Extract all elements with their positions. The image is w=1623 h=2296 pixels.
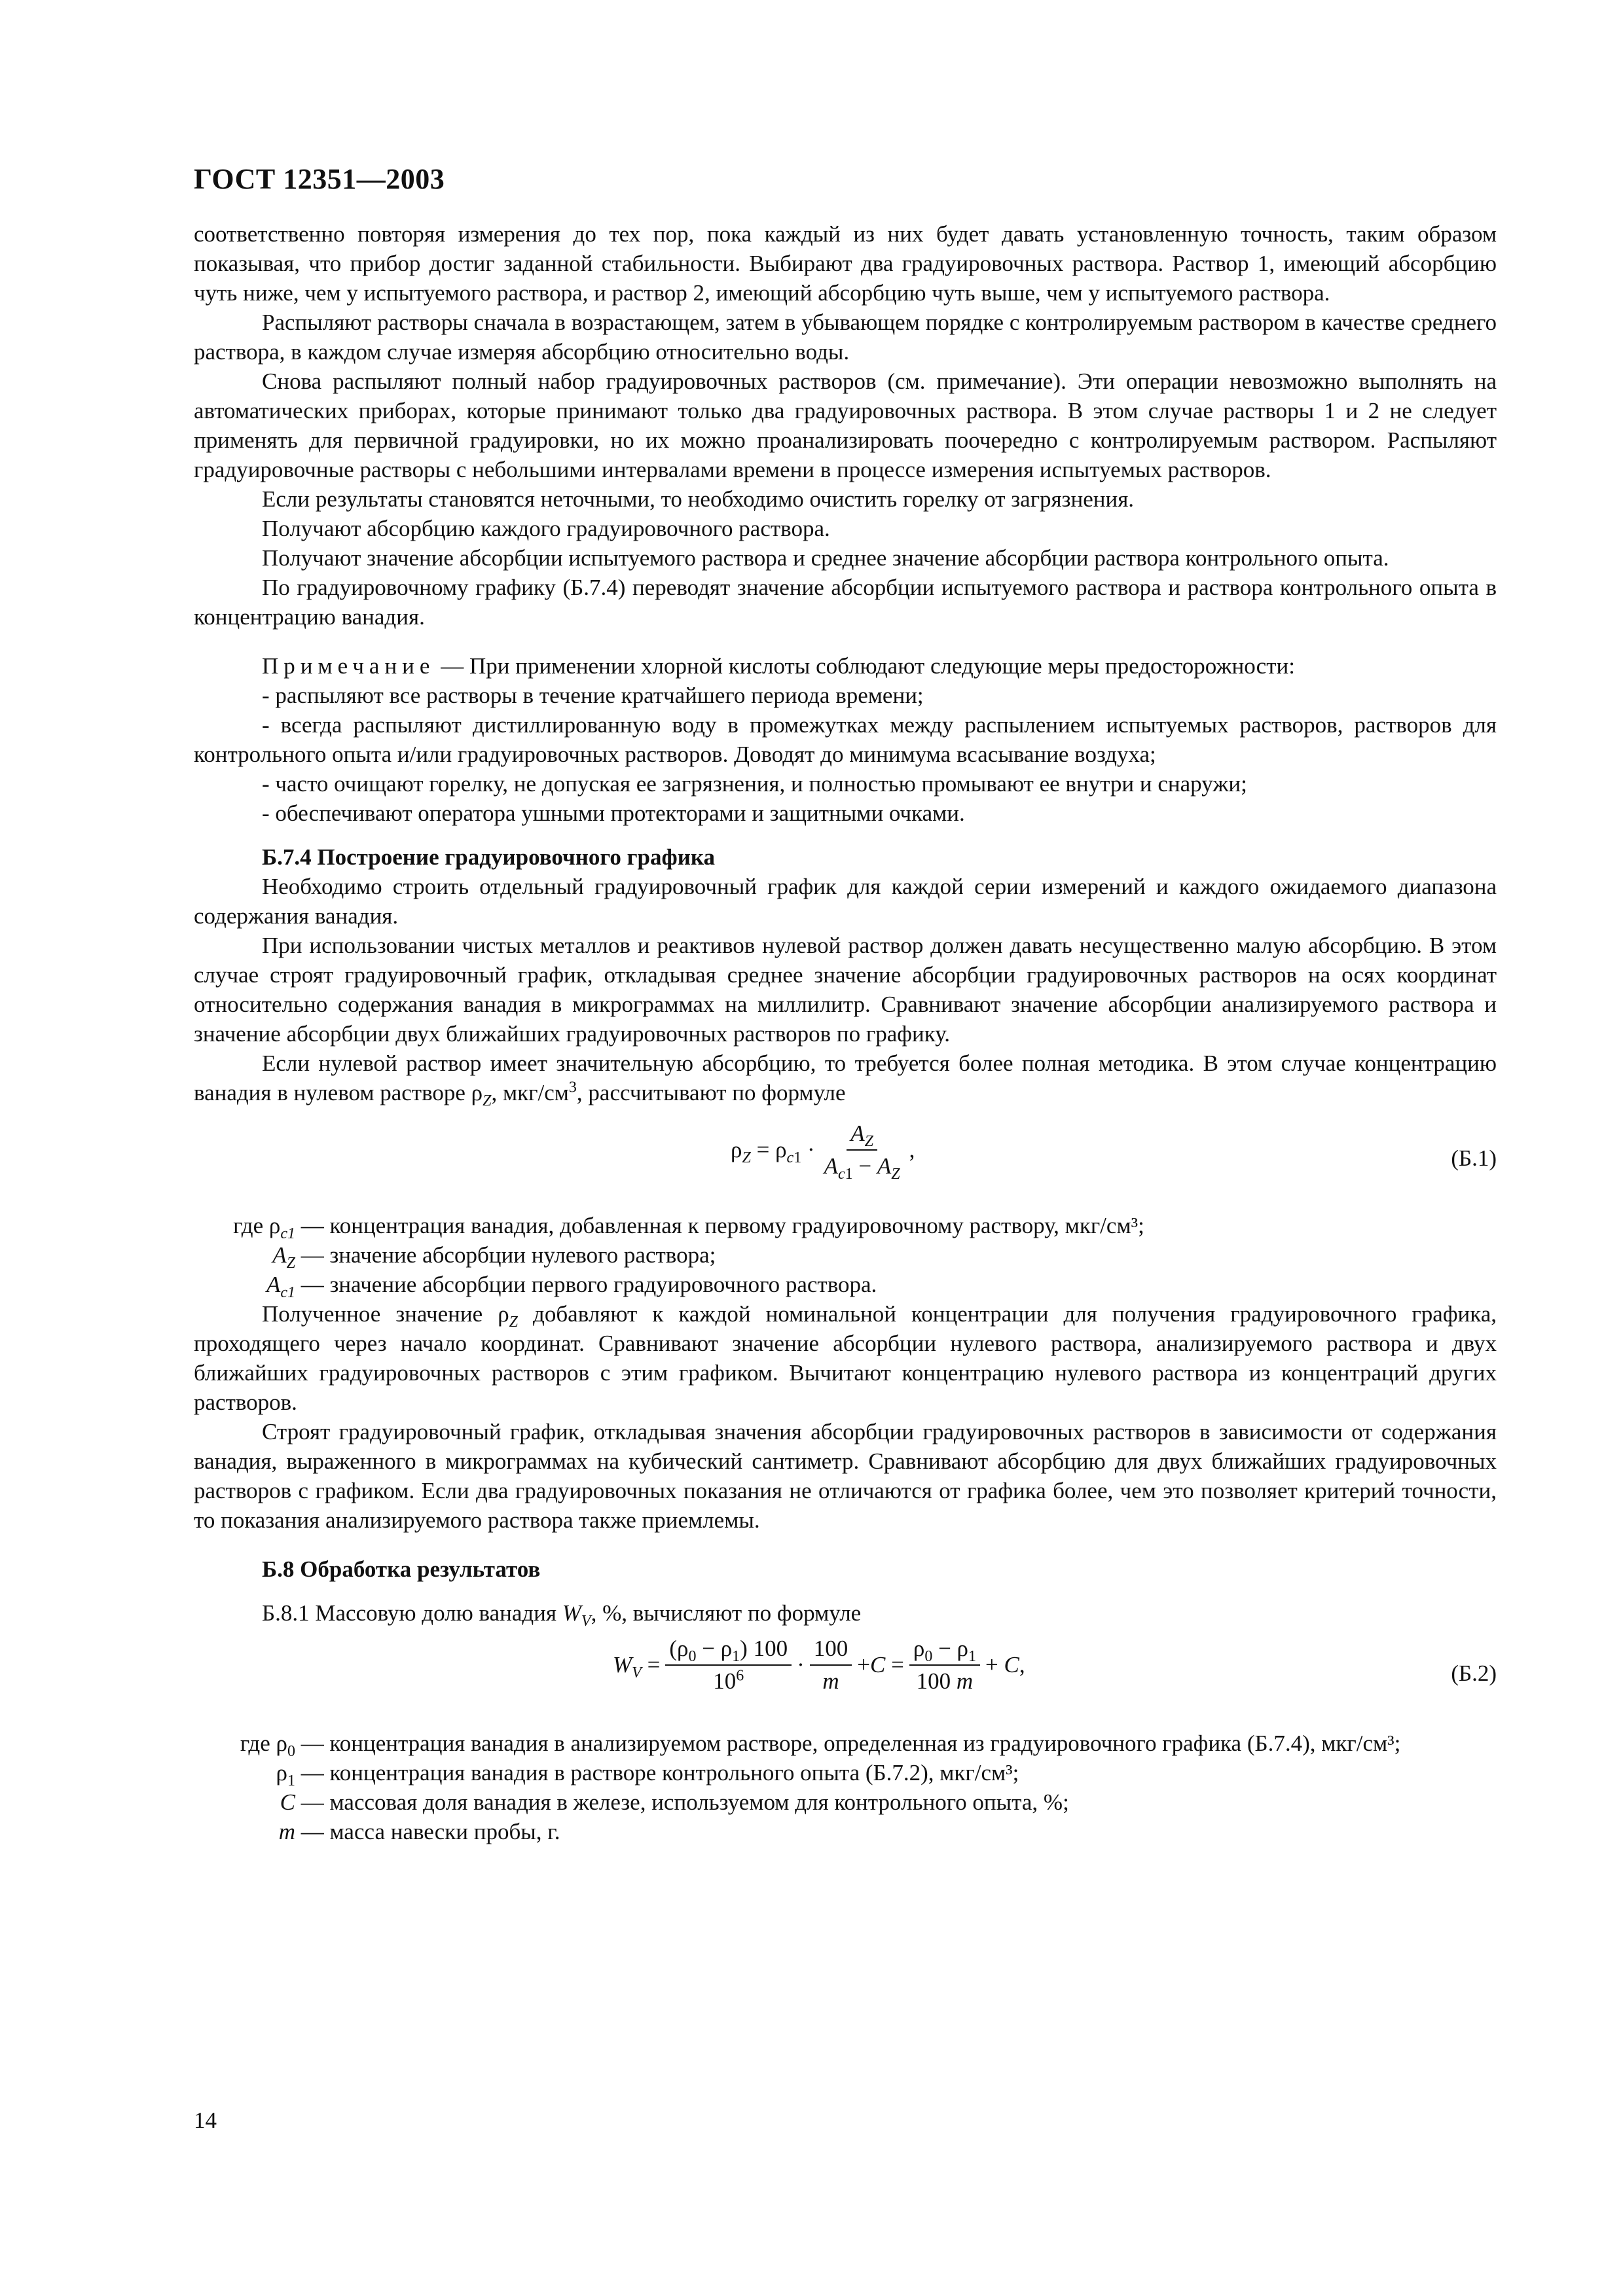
- paragraph: Строят градуировочный график, откладывая значения абсорбции градуировочных растворов в зависимости от содержания ванадия, выраженного в микрограммах на кубический сантиметр. Сравнивают абсорбцию для двух ближайших градуировочных растворов с графиком. Если два градуировочных показания не отличаются от графика более, чем это позволяет критерий точности, то показания анализируемого раствора также приемлемы.: [194, 1419, 1497, 1533]
- paragraph: По градуировочному графику (Б.7.4) переводят значение абсорбции испытуемого раствора и раствора контрольного опыта в концентрацию ванадия.: [194, 575, 1497, 630]
- note-item: - распыляют все растворы в течение кратчайшего периода времени;: [262, 683, 924, 708]
- paragraph: соответственно повторяя измерения до тех пор, пока каждый из них будет давать установленную точность, таким образом показывая, что прибор достиг заданной стабильности. Выбирают два градуировочных раствора. Раствор 1, имеющий абсорбцию чуть ниже, чем у испытуемого раствора, и раствор 2, имеющий абсорбцию чуть выше, чем у испытуемого раствора.: [194, 221, 1497, 306]
- where-list-b2: где $\rho_0$ — концентрация ванадия в анализируемом растворе, определенная из градуировочного графика (Б.7.4), мкг/см³; $\rho_1$ — концентрация ванадия в растворе контрольного опыта (Б.7.2), мкг/см³; C — массовая доля ванадия в железе, используемом для контрольного опыта, %; m — масса навески пробы, г.: [240, 1731, 1401, 1844]
- page-number: 14: [194, 2108, 217, 2133]
- note-item: - часто очищают горелку, не допуская ее загрязнения, и полностью промывают ее внутри и снаружи;: [262, 771, 1247, 797]
- document-header: ГОСТ 12351—2003: [194, 163, 445, 195]
- paragraph: Если нулевой раствор имеет значительную абсорбцию, то требуется более полная методика. В этом случае концентрацию ванадия в нулевом растворе $\rho_Z$, мкг/$см^3$, рассчитывают по формуле: [194, 1050, 1497, 1109]
- section-title: Б.7.4 Построение градуировочного графика: [262, 844, 716, 870]
- document-page: [194, 162, 1497, 1846]
- paragraph: Получают абсорбцию каждого градуировочного раствора.: [262, 516, 830, 541]
- paragraph: Полученное значение $\rho_Z$ добавляют к каждой номинальной концентрации для получения градуировочного графика, проходящего через начало координат. Сравнивают значение абсорбции нулевого раствора, анализируемого раствора и двух ближайших градуировочных растворов с этим графиком. Вычитают концентрацию нулевого раствора из концентраций других растворов.: [194, 1301, 1497, 1415]
- paragraph: Необходимо строить отдельный градуировочный график для каждой серии измерений и каждого ожидаемого диапазона содержания ванадия.: [194, 874, 1497, 929]
- formula-number: (Б.2): [1451, 1660, 1497, 1686]
- formula-b2: $W_V$ = $\frac{(\rho_0 - \rho_1) 100}{10^6}$ · $\frac{100}{m}$ +C = $\frac{\rho_0 - \rho_1}{100 m}$ + C, (Б.2): [613, 1636, 1497, 1694]
- formula-number: (Б.1): [1451, 1145, 1497, 1171]
- note-label: Примечание: [262, 653, 435, 679]
- note-intro: Примечание — При применении хлорной кислоты соблюдают следующие меры предосторожности:: [262, 653, 1295, 679]
- note-item: - всегда распыляют дистиллированную воду в промежутках между распылением испытуемых растворов, растворов для контрольного опыта и/или градуировочных растворов. Доводят до минимума всасывание воздуха;: [194, 712, 1497, 767]
- paragraph: Распыляют растворы сначала в возрастающем, затем в убывающем порядке с контролируемым раствором в качестве среднего раствора, в каждом случае измеряя абсорбцию относительно воды.: [194, 310, 1497, 365]
- note-item: - обеспечивают оператора ушными протекторами и защитными очками.: [262, 800, 965, 826]
- paragraph: Снова распыляют полный набор градуировочных растворов (см. примечание). Эти операции невозможно выполнять на автоматических приборах, которые принимают только два градуировочных раствора. В этом случае растворы 1 и 2 не следует применять для первичной градуировки, но их можно проанализировать поочередно с контролируемым раствором. Распыляют градуировочные растворы с небольшими интервалами времени в процессе измерения испытуемых растворов.: [194, 368, 1497, 482]
- where-list-b1: где $\rho_{c1}$ — концентрация ванадия, добавленная к первому градуировочному раствору, мкг/см³; $A_Z$ — значение абсорбции нулевого раствора; $A_{c1}$ — значение абсорбции первого градуировочного раствора.: [233, 1213, 1144, 1301]
- paragraph: При использовании чистых металлов и реактивов нулевой раствор должен давать несущественно малую абсорбцию. В этом случае строят градуировочный график, откладывая среднее значение абсорбции градуировочных растворов на осях координат относительно содержания ванадия в микрограммах на миллилитр. Сравнивают значение абсорбции анализируемого раствора и значение абсорбции двух ближайших градуировочных растворов по графику.: [194, 933, 1497, 1047]
- paragraph: Б.8.1 Массовую долю ванадия $W_V$, %, вычисляют по формуле: [262, 1600, 862, 1630]
- paragraph: Получают значение абсорбции испытуемого раствора и среднее значение абсорбции раствора контрольного опыта.: [262, 545, 1389, 571]
- formula-b1: $\rho_Z = \rho_{c1}$ · $\frac{A_Z}{A_{c1} - A_Z}$ , (Б.1): [731, 1121, 1497, 1183]
- paragraph: Если результаты становятся неточными, то необходимо очистить горелку от загрязнения.: [262, 486, 1135, 512]
- section-title: Б.8 Обработка результатов: [262, 1556, 541, 1582]
